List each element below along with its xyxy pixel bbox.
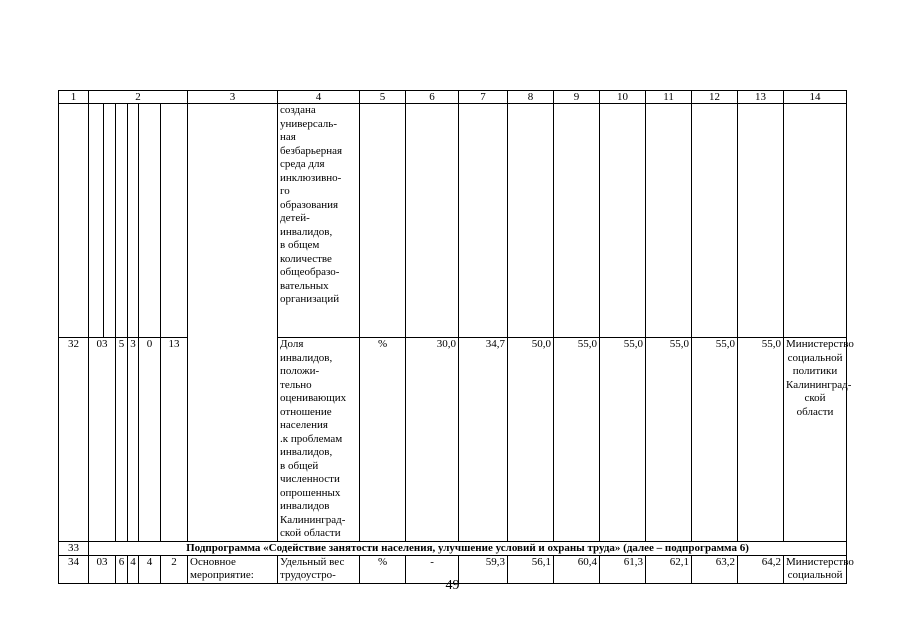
value-cell: 56,1 bbox=[508, 555, 554, 583]
subprogram-row bbox=[59, 541, 847, 555]
row-number-cell: 32 bbox=[59, 338, 89, 542]
value-cell: 61,3 bbox=[600, 555, 646, 583]
executor-cell: Министерство социальной bbox=[784, 555, 847, 583]
value-cell: 60,4 bbox=[554, 555, 600, 583]
code-cell bbox=[128, 104, 139, 338]
value-cell: 55,0 bbox=[554, 338, 600, 542]
header-cell: 3 bbox=[188, 91, 278, 104]
code-cell: 13 bbox=[161, 338, 188, 542]
event-cell: Основное мероприятие: bbox=[188, 555, 278, 583]
value-cell: 50,0 bbox=[508, 338, 554, 542]
header-cell: 4 bbox=[278, 91, 360, 104]
indicators-table bbox=[58, 90, 854, 584]
value-cell: 64,2 bbox=[738, 555, 784, 583]
code-cell: 5 bbox=[116, 338, 128, 542]
value-cell bbox=[646, 104, 692, 338]
value-cell: 59,3 bbox=[459, 555, 508, 583]
header-cell: 9 bbox=[554, 91, 600, 104]
row-number-cell: 33 bbox=[59, 541, 89, 555]
unit-cell: % bbox=[360, 338, 406, 542]
table-row bbox=[59, 338, 847, 542]
code-cell: 03 bbox=[89, 555, 116, 583]
code-cell bbox=[104, 104, 116, 338]
unit-cell: % bbox=[360, 555, 406, 583]
row-number-cell: 34 bbox=[59, 555, 89, 583]
code-cell: 4 bbox=[128, 555, 139, 583]
unit-cell bbox=[360, 104, 406, 338]
code-cell: 6 bbox=[116, 555, 128, 583]
header-cell: 8 bbox=[508, 91, 554, 104]
header-cell: 1 bbox=[59, 91, 89, 104]
value-cell bbox=[554, 104, 600, 338]
header-cell: 12 bbox=[692, 91, 738, 104]
table-row bbox=[59, 104, 847, 338]
header-row bbox=[59, 91, 847, 104]
indicator-cell: Удельный вес трудоустро- bbox=[278, 555, 360, 583]
value-cell bbox=[406, 104, 459, 338]
executor-cell: Министерство социальной политики Калининград- ской области bbox=[784, 338, 847, 542]
code-cell bbox=[89, 104, 104, 338]
executor-cell bbox=[784, 104, 847, 338]
value-cell: 55,0 bbox=[646, 338, 692, 542]
value-cell: 34,7 bbox=[459, 338, 508, 542]
code-cell bbox=[161, 104, 188, 338]
code-cell bbox=[139, 104, 161, 338]
subprogram-title: Подпрограмма «Содействие занятости населения, улучшение условий и охраны труда» (далее – подпрограмма 6) bbox=[89, 541, 847, 555]
value-cell bbox=[738, 104, 784, 338]
event-cell-merged bbox=[188, 104, 278, 542]
value-cell bbox=[600, 104, 646, 338]
header-cell: 6 bbox=[406, 91, 459, 104]
value-cell: 55,0 bbox=[692, 338, 738, 542]
header-cell: 14 bbox=[784, 91, 847, 104]
value-cell bbox=[508, 104, 554, 338]
code-cell: 0 bbox=[139, 338, 161, 542]
indicator-cell: создана универсаль- ная безбарьерная среда для инклюзивно- го образования детей- инвалидов, в общем количестве общеобразо- вательных организаций bbox=[278, 104, 360, 338]
header-cell: 5 bbox=[360, 91, 406, 104]
value-cell: 30,0 bbox=[406, 338, 459, 542]
header-cell: 13 bbox=[738, 91, 784, 104]
value-cell: 63,2 bbox=[692, 555, 738, 583]
code-cell bbox=[116, 104, 128, 338]
value-cell bbox=[459, 104, 508, 338]
header-cell: 11 bbox=[646, 91, 692, 104]
value-cell: 55,0 bbox=[600, 338, 646, 542]
code-cell: 03 bbox=[89, 338, 116, 542]
header-cell: 10 bbox=[600, 91, 646, 104]
code-cell: 4 bbox=[139, 555, 161, 583]
value-cell bbox=[692, 104, 738, 338]
value-cell: - bbox=[406, 555, 459, 583]
header-cell: 2 bbox=[89, 91, 188, 104]
code-cell: 3 bbox=[128, 338, 139, 542]
value-cell: 55,0 bbox=[738, 338, 784, 542]
code-cell: 2 bbox=[161, 555, 188, 583]
value-cell: 62,1 bbox=[646, 555, 692, 583]
header-cell: 7 bbox=[459, 91, 508, 104]
page-number: 49 bbox=[445, 578, 460, 593]
row-number-cell bbox=[59, 104, 89, 338]
indicator-cell: Доля инвалидов, положи- тельно оценивающих отношение населения .к проблемам инвалидов, в общей численности опрошенных инвалидов Калининград- ской области bbox=[278, 338, 360, 542]
